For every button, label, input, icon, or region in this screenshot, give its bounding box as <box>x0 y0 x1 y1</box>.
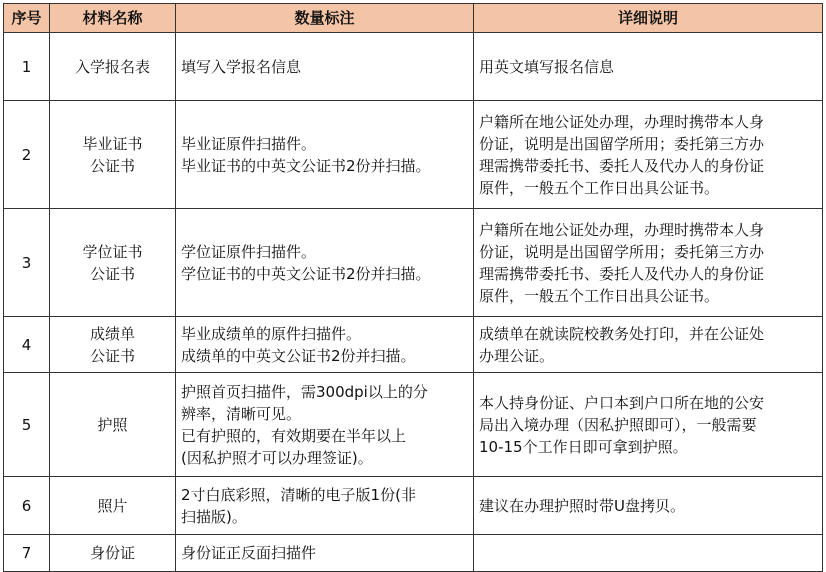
material-name <box>50 209 176 317</box>
header-quantity: 数量标注 <box>176 4 474 33</box>
material-name <box>50 477 176 535</box>
quantity-note-line: 已有护照的，有效期要在半年以上 <box>181 426 407 445</box>
detail-note-line: 户籍所在地公证处办理，办理时携带本人身 <box>479 220 765 239</box>
quantity-note-line: 学位证原件扫描件。 <box>181 242 317 261</box>
quantity-note <box>176 33 474 101</box>
material-name-line: 公证书 <box>89 346 135 365</box>
table-row <box>4 317 823 373</box>
row-number: 1 <box>4 33 50 101</box>
row-number: 6 <box>4 477 50 535</box>
quantity-note-line: 毕业证原件扫描件。 <box>181 134 317 153</box>
detail-note <box>474 209 823 317</box>
material-name <box>50 317 176 373</box>
detail-note-line: 建议在办理护照时带U盘拷贝。 <box>479 496 685 515</box>
quantity-note-line: 2寸白底彩照，清晰的电子版1份(非 <box>181 485 416 504</box>
quantity-note-line: (因私护照才可以办理签证)。 <box>181 448 373 467</box>
materials-table <box>3 3 823 572</box>
material-name-line: 学位证书 <box>82 242 143 261</box>
material-name-line: 护照 <box>97 415 128 434</box>
header-row <box>4 4 823 33</box>
table-row <box>4 535 823 572</box>
header-no: 序号 <box>4 4 50 33</box>
material-name-line: 照片 <box>97 496 128 515</box>
quantity-note-line: 毕业成绩单的原件扫描件。 <box>181 324 362 343</box>
quantity-note-line: 辨率，清晰可见。 <box>181 404 302 423</box>
quantity-note <box>176 101 474 209</box>
quantity-note-line: 成绩单的中英文公证书2份并扫描。 <box>181 346 416 365</box>
material-name-line: 公证书 <box>89 156 135 175</box>
detail-note-line: 10-15个工作日即可拿到护照。 <box>479 437 688 456</box>
detail-note-line: 份证，说明是出国留学所用；委托第三方办 <box>479 242 765 261</box>
quantity-note <box>176 209 474 317</box>
quantity-note-line: 填写入学报名信息 <box>181 57 302 76</box>
table-row <box>4 373 823 477</box>
detail-note-line: 户籍所在地公证处办理，办理时携带本人身 <box>479 112 765 131</box>
quantity-note-line: 毕业证书的中英文公证书2份并扫描。 <box>181 156 431 175</box>
detail-note-line: 份证，说明是出国留学所用；委托第三方办 <box>479 134 765 153</box>
quantity-note <box>176 373 474 477</box>
quantity-note-line: 扫描版)。 <box>181 507 247 526</box>
quantity-note <box>176 477 474 535</box>
row-number: 4 <box>4 317 50 373</box>
quantity-note-line: 身份证正反面扫描件 <box>181 544 317 562</box>
table-row <box>4 101 823 209</box>
detail-note-line: 用英文填写报名信息 <box>479 57 615 76</box>
row-number: 7 <box>4 535 50 572</box>
detail-note <box>474 101 823 209</box>
quantity-note <box>176 317 474 373</box>
detail-note-line: 成绩单在就读院校教务处打印，并在公证处 <box>479 324 765 343</box>
material-name <box>50 373 176 477</box>
quantity-note-line: 护照首页扫描件，需300dpi以上的分 <box>181 382 428 401</box>
table-row <box>4 33 823 101</box>
material-name-line: 身份证 <box>89 544 135 562</box>
detail-note <box>474 373 823 477</box>
detail-note <box>474 317 823 373</box>
material-name-line: 入学报名表 <box>74 57 150 76</box>
material-name-line: 毕业证书 <box>82 134 143 153</box>
row-number: 5 <box>4 373 50 477</box>
detail-note-line: 本人持身份证、户口本到户口所在地的公安 <box>479 393 765 412</box>
quantity-note-line: 学位证书的中英文公证书2份并扫描。 <box>181 264 431 283</box>
table-row <box>4 209 823 317</box>
detail-note <box>474 477 823 535</box>
row-number: 2 <box>4 101 50 209</box>
header-name: 材料名称 <box>50 4 176 33</box>
material-name <box>50 535 176 572</box>
detail-note-line: 原件，一般五个工作日出具公证书。 <box>479 286 720 305</box>
material-name-line: 公证书 <box>89 264 135 283</box>
detail-note-line: 理需携带委托书、委托人及代办人的身份证 <box>479 264 765 283</box>
detail-note-line: 办理公证。 <box>479 346 555 365</box>
detail-note-line: 理需携带委托书、委托人及代办人的身份证 <box>479 156 765 175</box>
material-name <box>50 33 176 101</box>
table-row <box>4 477 823 535</box>
detail-note <box>474 33 823 101</box>
quantity-note <box>176 535 474 572</box>
material-name <box>50 101 176 209</box>
row-number: 3 <box>4 209 50 317</box>
material-name-line: 成绩单 <box>89 324 135 343</box>
detail-note <box>474 535 823 572</box>
header-detail: 详细说明 <box>474 4 823 33</box>
detail-note-line: 局出入境办理（因私护照即可），一般需要 <box>479 415 757 434</box>
detail-note-line: 原件，一般五个工作日出具公证书。 <box>479 178 720 197</box>
